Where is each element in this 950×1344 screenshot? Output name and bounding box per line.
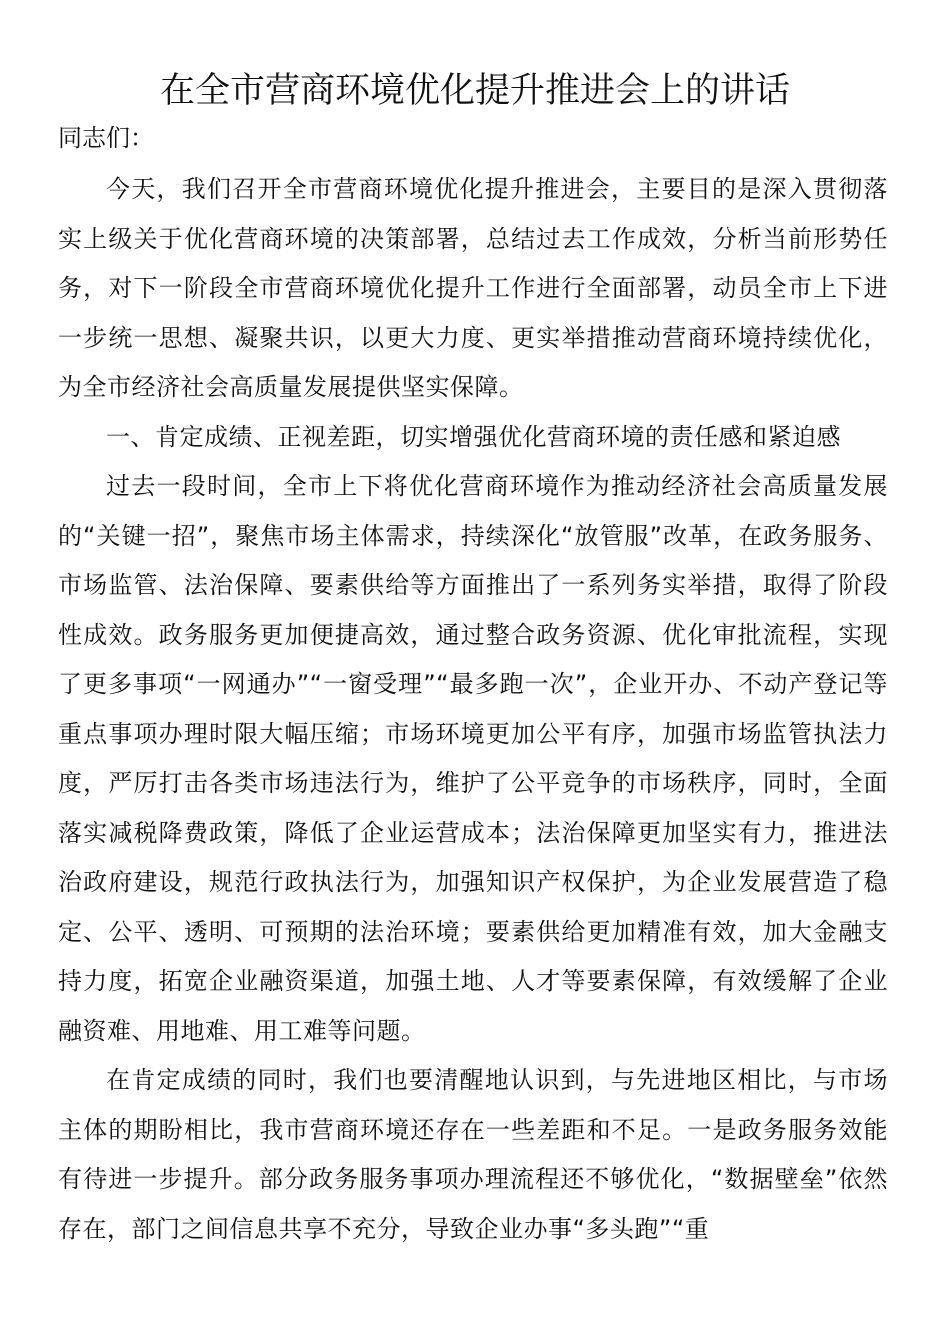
document-body (58, 165, 888, 1254)
salutation: 同志们： (58, 124, 154, 152)
paragraph-shortcomings: 在肯定成绩的同时，我们也要清醒地认识到，与先进地区相比，与市场主体的期盼相比，我市营商环境还存在一些差距和不足。一是政务服务效能有待进一步提升。部分政务服务事项办理流程还不够优化，“数据壁垒”依然存在，部门之间信息共享不充分，导致企业办事“多头跑”“重 (58, 1066, 888, 1243)
paragraph-achievements: 过去一段时间，全市上下将优化营商环境作为推动经济社会高质量发展的“关键一招”，聚焦市场主体需求，持续深化“放管服”改革，在政务服务、市场监管、法治保障、要素供给等方面推出了一系列务实举措，取得了阶段性成效。政务服务更加便捷高效，通过整合政务资源、优化审批流程，实现了更多事项“一网通办”“一窗受理”“最多跑一次”，企业开办、不动产登记等重点事项办理时限大幅压缩；市场环境更加公平有序，加强市场监管执法力度，严厉打击各类市场违法行为，维护了公平竞争的市场秩序，同时，全面落实减税降费政策，降低了企业运营成本；法治保障更加坚实有力，推进法治政府建设，规范行政执法行为，加强知识产权保护，为企业发展营造了稳定、公平、透明、可预期的法治环境；要素供给更加精准有效，加大金融支持力度，拓宽企业融资渠道，加强土地、人才等要素保障，有效缓解了企业融资难、用地难、用工难等问题。 (58, 472, 888, 1045)
section-heading-1: 一、肯定成绩、正视差距，切实增强优化营商环境的责任感和紧迫感 (106, 422, 841, 451)
document-title: 在全市营商环境优化提升推进会上的讲话 (159, 71, 790, 111)
paragraph-opening: 今天，我们召开全市营商环境优化提升推进会，主要目的是深入贯彻落实上级关于优化营商环境的决策部署，总结过去工作成效，分析当前形势任务，对下一阶段全市营商环境优化提升工作进行全面部署，动员全市上下进一步统一思想、凝聚共识，以更大力度、更实举措推动营商环境持续优化，为全市经济社会高质量发展提供坚实保障。 (58, 175, 888, 401)
